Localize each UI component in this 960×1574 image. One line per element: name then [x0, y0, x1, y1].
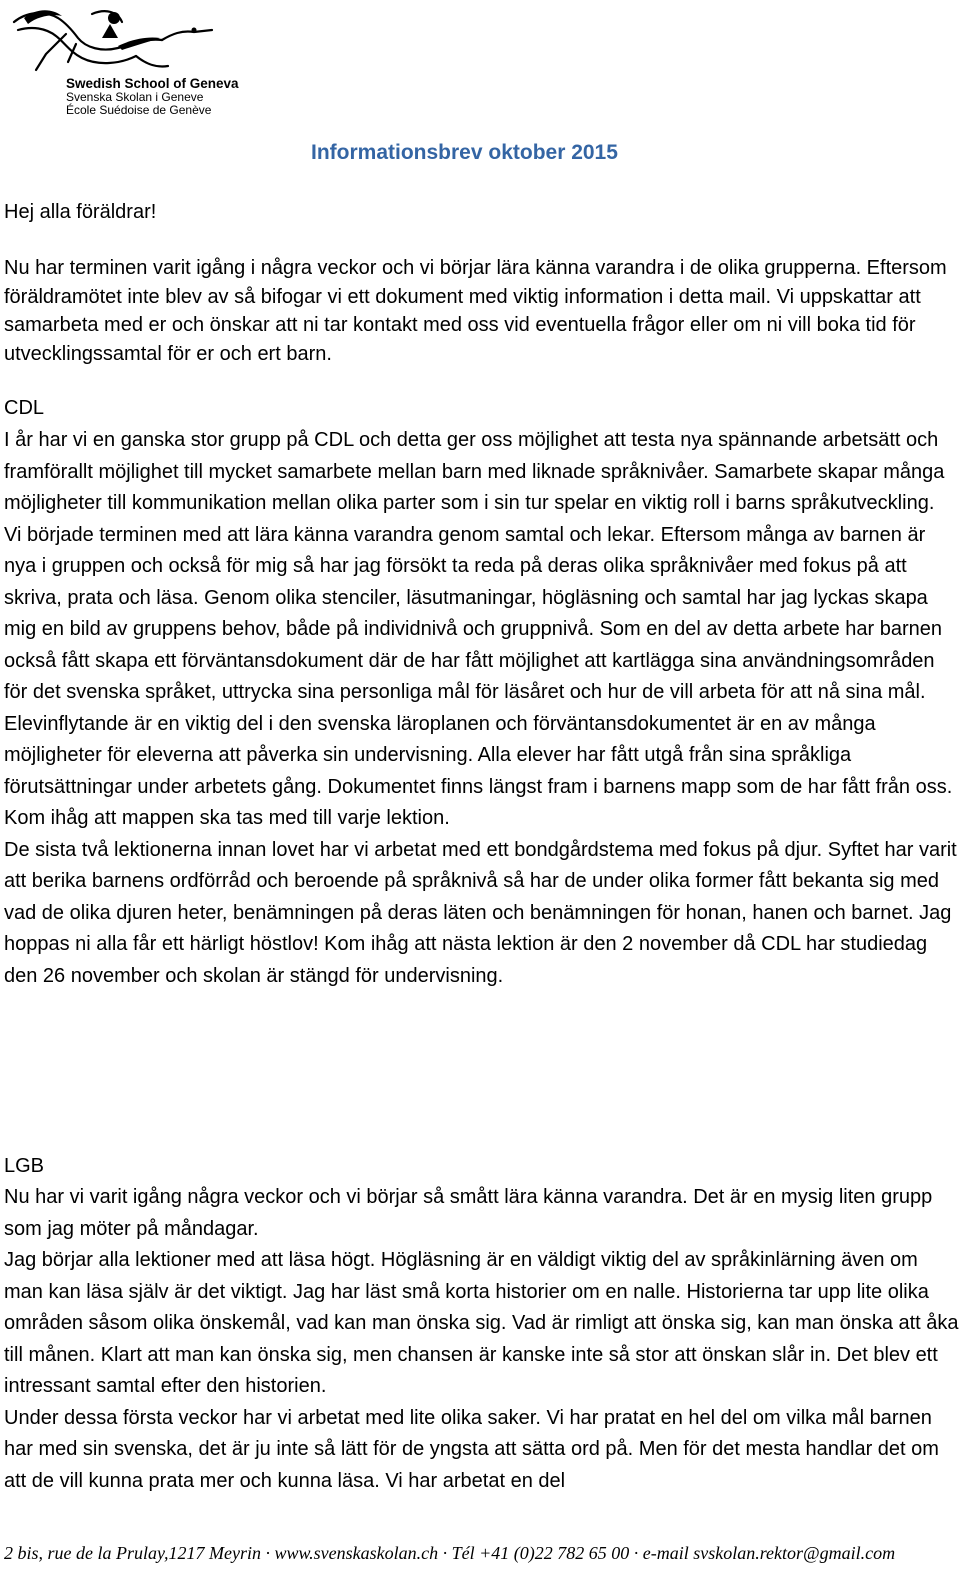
lgb-paragraph: Under dessa första veckor har vi arbetat med lite olika saker. Vi har pratat en hel del om vilka mål barnen har med sin svenska, det är ju inte så lätt för de yngsta att sätta ord på. Men för det mesta handlar det om att de vill kunna prata mer och kunna läsa. Vi har arbetat en del — [4, 1406, 939, 1492]
lgb-body — [4, 1182, 959, 1497]
stork-icon — [6, 4, 236, 84]
lgb-paragraph: Nu har vi varit igång några veckor och vi börjar så smått lära känna varandra. Det är en mysig liten grupp som jag möter på måndagar. — [4, 1186, 933, 1240]
cdl-paragraph: I år har vi en ganska stor grupp på CDL och detta ger oss möjlighet att testa nya spännande arbetsätt och framförallt möjlighet till mycket samarbete mellan barn med liknade språknivåer. Samarbete skapar många möjligheter till kommunikation mellan olika parter som i sin tur spelar en viktig roll i barns språkutveckling. — [4, 429, 945, 514]
letter-title: Informationsbrev oktober 2015 — [311, 141, 618, 164]
cdl-body — [4, 425, 959, 992]
intro-paragraph: Nu har terminen varit igång i några veckor och vi börjar lära känna varandra i de olika grupperna. Eftersom föräldramötet inte blev av så bifogar vi ett dokument med viktig information i detta mail. Vi uppskattar att samarbeta med er och önskar att ni tar kontakt med oss vid eventuella frågor eller om ni vill boka tid för utvecklingssamtal för er och ert barn. — [4, 257, 947, 365]
lgb-heading: LGB — [4, 1155, 45, 1177]
cdl-paragraph: De sista två lektionerna innan lovet har vi arbetat med ett bondgårdstema med fokus på djur. Syftet har varit att berika barnens ordförråd och beroende på språknivå så har de under olika former fått bekanta sig med vad de olika djuren heter, benämningen på deras läten och benämningen för honan, hanen och barnet. Jag hoppas ni alla får ett härligt höstlov! Kom ihåg att nästa lektion är den 2 november då CDL har studiedag den 26 november och skolan är stängd för undervisning. — [4, 838, 957, 987]
greeting: Hej alla föräldrar! — [4, 201, 157, 223]
logo-french-name: École Suédoise de Genève — [66, 103, 212, 117]
logo-school-name: Swedish School of Geneva — [66, 76, 239, 91]
cdl-paragraph: Vi började terminen med att lära känna varandra genom samtal och lekar. Eftersom många av barnen är nya i gruppen och också för mig så har jag försökt ta reda på deras olika språknivåer med fokus på att skriva, prata och läsa. Genom olika stenciler, läsutmaningar, högläsning och samtal har jag lyckas skapa mig en bild av gruppens behov, både på individnivå och gruppnivå. Som en del av detta arbete har barnen också fått skapa ett förväntansdokument där de har fått möjlighet att kartlägga sina användningsområden för det svenska språket, uttrycka sina personliga mål för läsåret och hur de vill arbeta för att nå sina mål. Elevinflytande är en viktig del i den svenska läroplanen och förväntansdokumentet är en av många möjligheter för eleverna att påverka sin undervisning. Alla elever har fått utgå från sina språkliga förutsättningar under arbetets gång. Dokumentet finns längst fram i barnens mapp som de har fått från oss. Kom ihåg att mappen ska tas med till varje lektion. — [4, 523, 953, 829]
logo-swedish-name: Svenska Skolan i Geneve — [66, 90, 204, 104]
school-logo — [6, 4, 239, 117]
cdl-heading: CDL — [4, 397, 45, 419]
lgb-paragraph: Jag börjar alla lektioner med att läsa högt. Högläsning är en väldigt viktig del av språkinlärning även om man kan läsa själv är det viktigt. Jag har läst små korta historier om en nalle. Historierna tar upp lite olika områden såsom olika önskemål, vad kan man önska sig. Vad är rimligt att önska sig, kan man önska att åka till månen. Klart att man kan önska sig, men chansen är kanske inte så stor att önskan slår in. Det blev ett intressant samtal efter den historien. — [4, 1249, 959, 1397]
footer-contact: 2 bis, rue de la Prulay,1217 Meyrin · www.svenskaskolan.ch · Tél +41 (0)22 782 65 00 · e-mail svskolan.rektor@gmail.com — [4, 1543, 896, 1563]
